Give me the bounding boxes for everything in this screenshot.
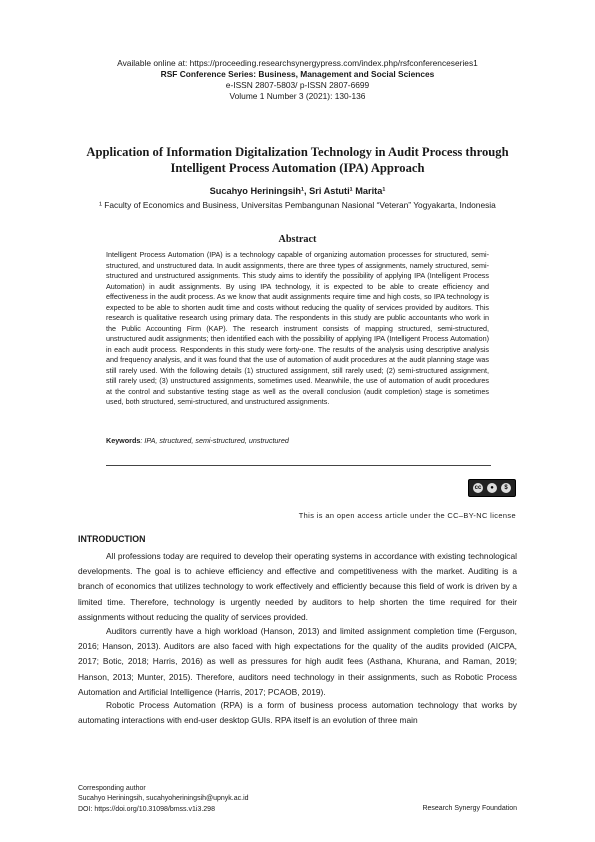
footer-left — [78, 784, 249, 815]
affiliation: ¹ Faculty of Economics and Business, Universitas Pembangunan Nasional “Veteran” Yogyakarta, Indonesia — [99, 200, 496, 210]
authors: Sucahyo Heriningsih¹, Sri Astuti¹ Marita¹ — [209, 186, 386, 196]
abstract-heading: Abstract — [278, 234, 317, 245]
paragraph: Auditors currently have a high workload (Hanson, 2013) and limited assignment completion time (Ferguson, 2016; Hanson, 2013). Auditors are also faced with high expectations for the quality of the audits provided (AICPA, 2017; Botic, 2018; Harris, 2016) as well as pressures for high audit fees (Asthana, Khurana, and Raman, 2019; Hanson, 2013; Munter, 2015). Therefore, auditors need technology in their assignments, such as Robotic Process Automation and Artificial Intelligence (Harris, 2017; PCAOB, 2019). — [78, 626, 517, 697]
corresponding-contact: Sucahyo Heriningsih, sucahyoheriningsih@upnyk.ac.id — [78, 795, 249, 803]
cc-by-nc-badge-icon[interactable] — [468, 479, 516, 497]
doi-link[interactable]: DOI: https://doi.org/10.31098/bmss.v1i3.298 — [78, 805, 215, 813]
abstract-body: Intelligent Process Automation (IPA) is a technology capable of organizing automation processes for structured, semi-structured, and unstructured data. In audit assignments, there are three types of assignments, namely structured, semi-structured and unstructured assignments. This study aims to identify the possibility of applying IPA (Intelligent Process Automation) in audit assignments. By using IPA technology, it is expected to be able to create efficiency and effectiveness in the audit process. As we know that audit assignments require time and high costs, so IPA technology is expected to be able to shorten audit time and costs without reducing the quality of services provided by auditors. This research is qualitative research using primary data. The respondents in this study are public accountants who work in the Public Accounting Firm (KAP). The research instrument consists of mapping structured, semi-structured, unstructured audit assignments; then identified each with the possibility of applying IPA (Intelligent Process Automation) in each audit process. Respondents in this study were forty-one. The results of the analysis using descriptive analysis and frequency analysis, and it was found that the use of automation of audit procedures at the audit planning stage was still rarely used. With the following details (1) structured assignment, still rarely used; (2) semi-structured assignment, still rarely used; (3) unstructured assignments, sometimes used. Meanwhile, the use of automation of audit procedures at the control and substantive testing stage as well as the overall conclusion (audit completion) stage is sometimes used, both structured, semi-structured, and unstructured assignments. — [106, 250, 489, 406]
keywords — [106, 436, 489, 445]
keywords-label: Keywords — [106, 436, 141, 445]
paper-title: Application of Information Digitalization Technology in Audit Process through Intelligent Process Automation (IPA) Approach — [86, 145, 509, 175]
journal-issn: e-ISSN 2807-5803/ p-ISSN 2807-6699 — [225, 80, 370, 90]
license-text: This is an open access article under the CC–BY-NC license — [298, 511, 516, 520]
cc-icon: cc — [474, 485, 482, 491]
journal-volume: Volume 1 Number 3 (2021): 130-136 — [229, 91, 366, 101]
intro-heading: INTRODUCTION — [78, 534, 146, 544]
corresponding-label: Corresponding author — [78, 785, 146, 792]
nc-icon: $ — [501, 483, 511, 493]
keywords-list: : IPA, structured, semi-structured, unstructured — [140, 436, 289, 445]
paragraph: All professions today are required to develop their operating systems in accordance with existing technological developments. The goal is to achieve efficiency and effective and competitiveness with the market. Auditing is a branch of economics that utilizes technology to work effectively and efficiently because this field of work is driven by a limited time. Therefore, technology is urgently needed by auditors to help shorten the time required for their assignments without reducing the quality of services provided. — [78, 551, 517, 622]
journal-url: Available online at: https://proceeding.researchsynergypress.com/index.php/rsfconferenceseries1 — [117, 58, 478, 68]
journal-series: RSF Conference Series: Business, Management and Social Sciences — [160, 69, 435, 79]
paragraph: Robotic Process Automation (RPA) is a form of business process automation technology that works by automating interactions with end-user desktop GUIs. RPA itself is an evolution of three main — [78, 700, 517, 726]
by-icon: ● — [487, 483, 497, 493]
publisher: Research Synergy Foundation — [422, 805, 517, 812]
section-divider — [106, 465, 491, 466]
